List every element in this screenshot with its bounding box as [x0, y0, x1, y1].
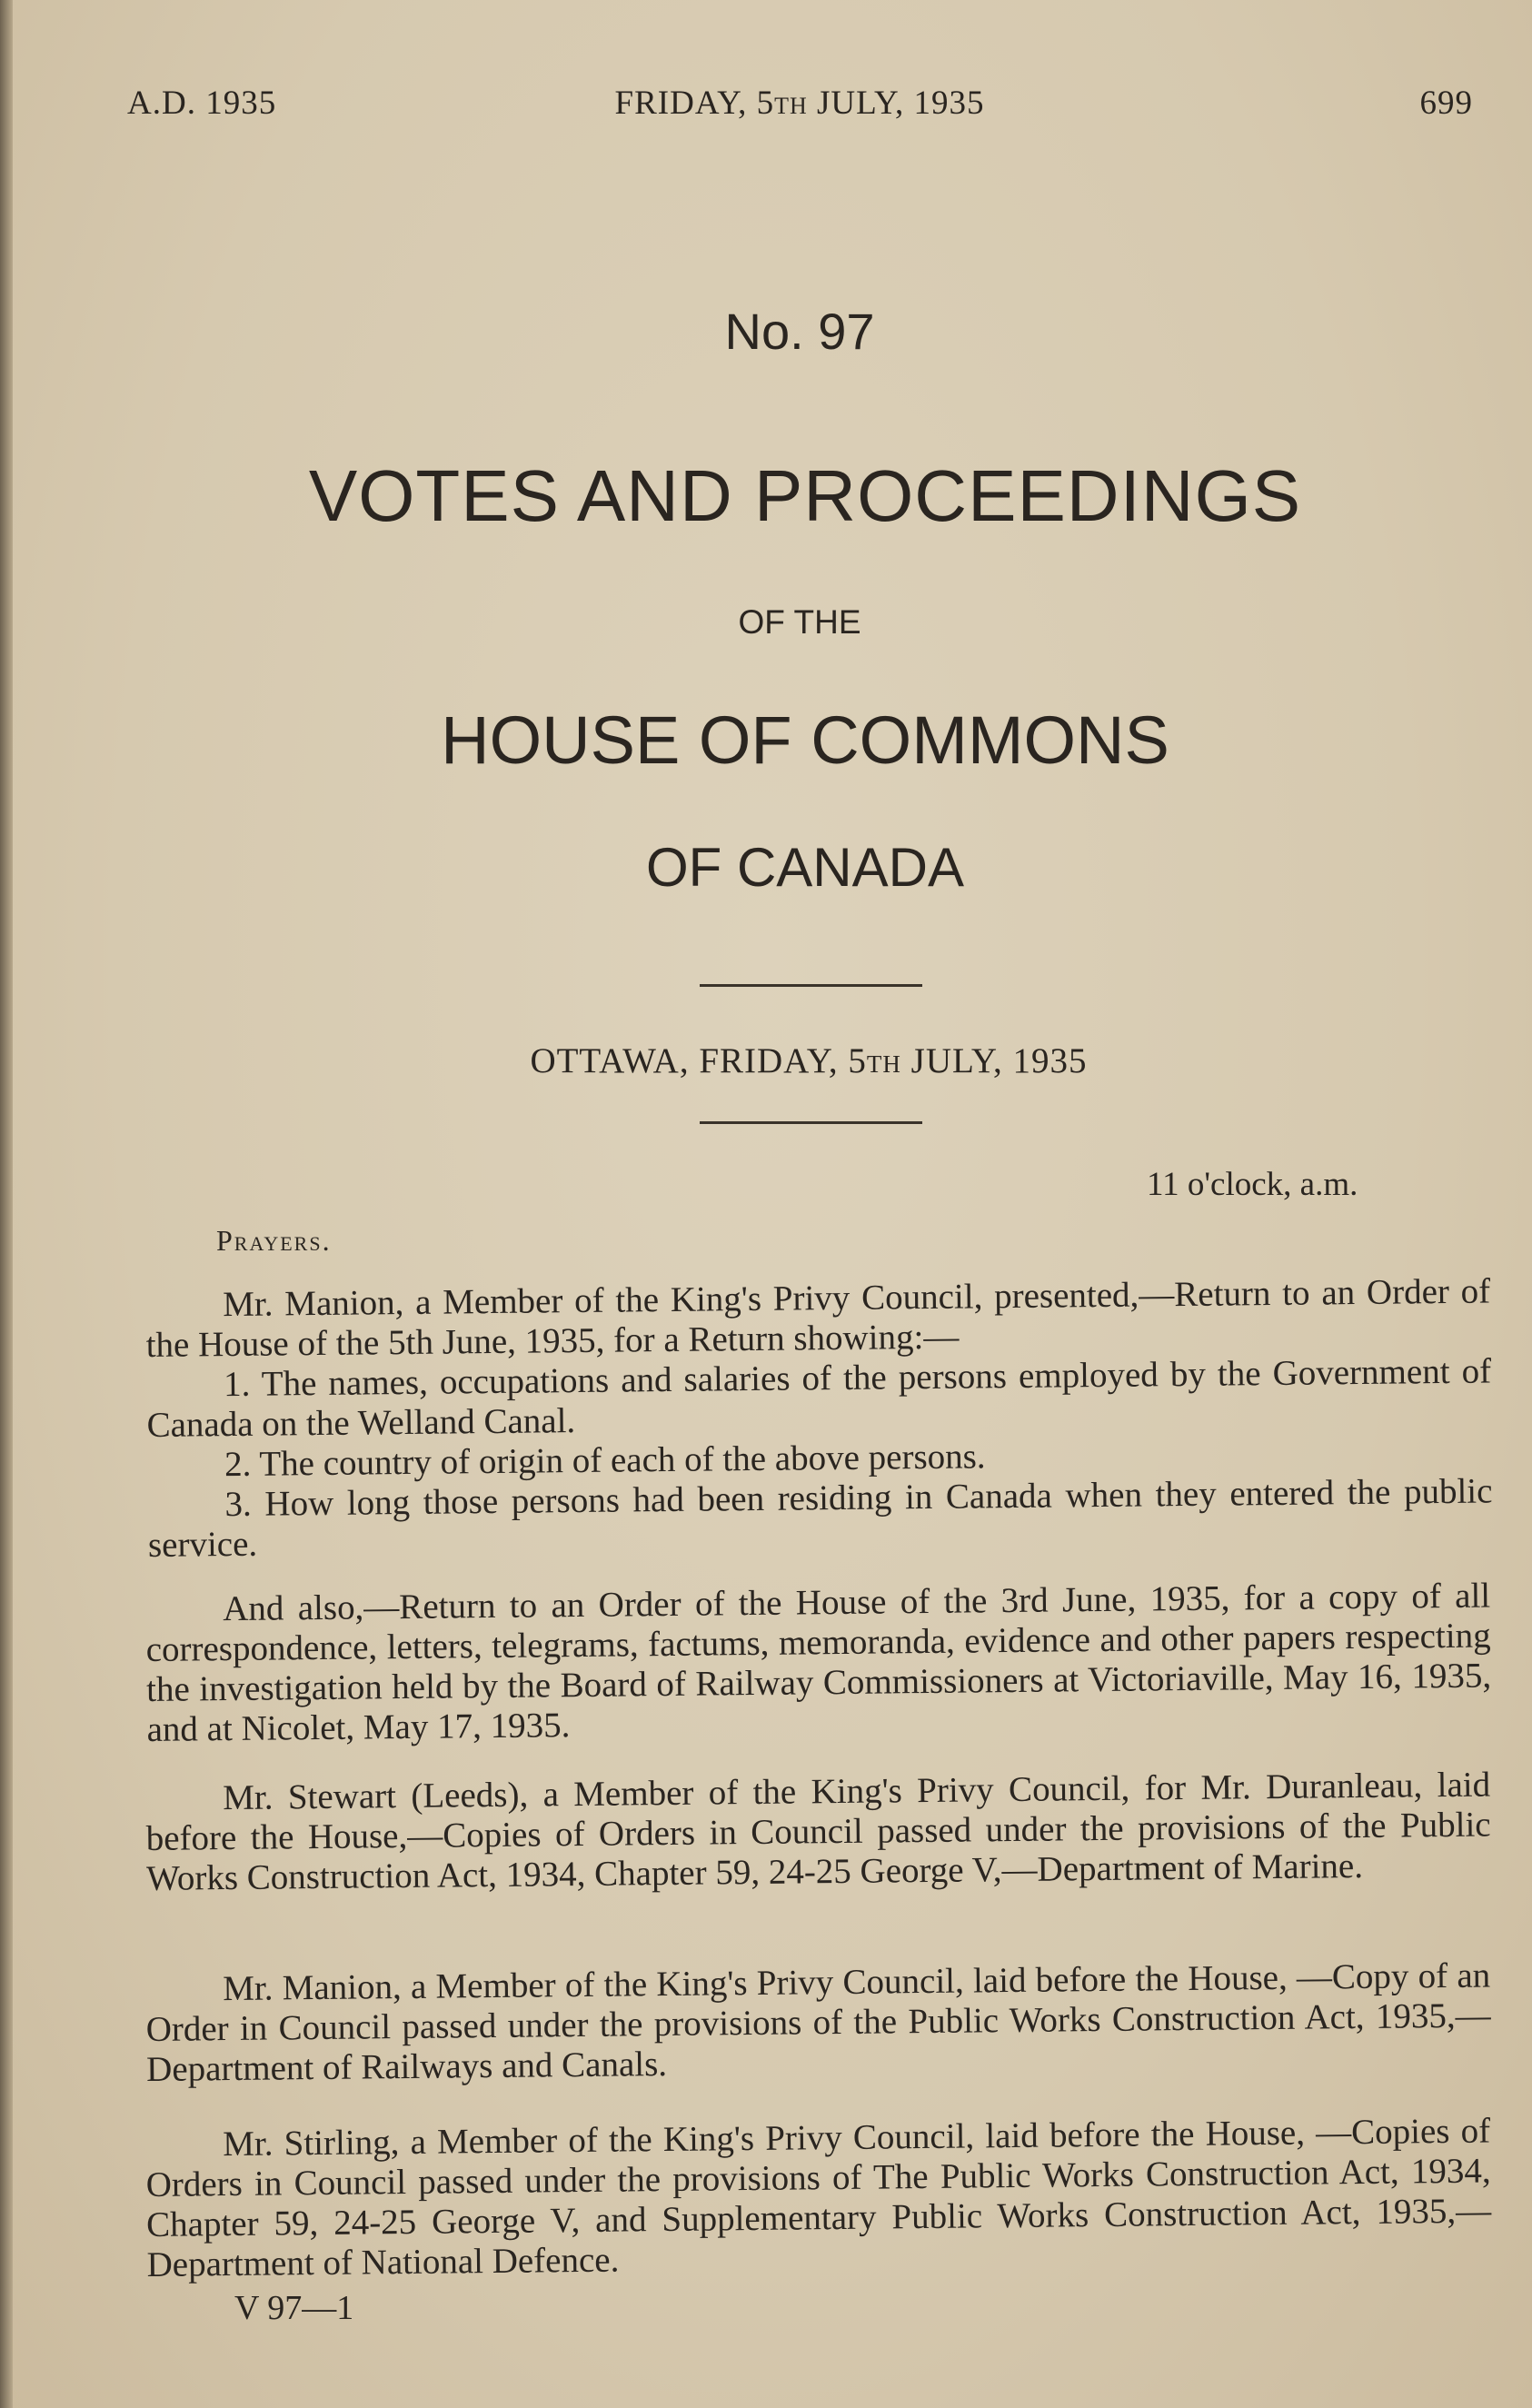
dateline-prefix: OTTAWA, FRIDAY,	[530, 1041, 849, 1080]
dateline-day: 5th	[848, 1041, 901, 1080]
manion-return-item-1: 1. The names, occupations and salaries of the persons employed by the Government of Canada on the Welland Canal.	[146, 1351, 1492, 1445]
prayers-heading: Prayers.	[216, 1224, 332, 1257]
header-date-day: 5th	[756, 85, 808, 122]
divider-bottom	[700, 1121, 922, 1124]
dateline-suffix: JULY, 1935	[900, 1041, 1088, 1080]
paragraph-and-also	[145, 1577, 1492, 1750]
and-also-text: And also,—Return to an Order of the House of the 3rd June, 1935, for a copy of all correspondence, letters, telegrams, factums, memoranda, evidence and other papers respecting the investigation held by the Board of Railway Commissioners at Victoriaville, May 16, 1935, and at Nicolet, May 17, 1935.	[145, 1576, 1492, 1749]
manion-return-intro: Mr. Manion, a Member of the King's Privy Council, presented,—Return to an Order of the House of the 5th June, 1935, for a Return showing:—	[145, 1271, 1491, 1365]
header-date-prefix: FRIDAY,	[614, 85, 757, 122]
issue-number: No. 97	[724, 303, 875, 360]
page-binding-edge	[0, 0, 13, 2408]
paragraph-stirling	[145, 2112, 1492, 2285]
manion-copy-text: Mr. Manion, a Member of the King's Privy Council, laid before the House, —Copy of an Order in Council passed under the provisions of the Public Works Construction Act, 1935,—Department of Railways and Canals.	[145, 1955, 1491, 2089]
stirling-text: Mr. Stirling, a Member of the King's Privy Council, laid before the House, —Copies of Orders in Council passed under the provisions of The Public Works Construction Act, 1934, Chapter 59, 24-25 George V, and Supplementary Public Works Construction Act, 1935,—Department of National Defence.	[145, 2111, 1492, 2284]
header-date	[0, 84, 1532, 123]
title-house-of-commons: HOUSE OF COMMONS	[441, 702, 1169, 778]
header-year: A.D. 1935	[127, 85, 277, 122]
title-votes-and-proceedings: VOTES AND PROCEEDINGS	[308, 455, 1302, 536]
signature-mark: V 97—1	[234, 2289, 354, 2327]
header-date-suffix: JULY, 1935	[807, 85, 985, 122]
stewart-text: Mr. Stewart (Leeds), a Member of the King's Privy Council, for Mr. Duranleau, laid before the House,—Copies of Orders in Council passed under the provisions of the Public Works Construction Act, 1934, Chapter 59, 24-25 George V,—Department of Marine.	[145, 1765, 1491, 1898]
manion-return-item-3: 3. How long those persons had been residing in Canada when they entered the public service.	[147, 1471, 1493, 1565]
page-number: 699	[1419, 85, 1473, 122]
divider-top	[700, 984, 922, 987]
manion-return-item-2: 2. The country of origin of each of the above persons.	[224, 1437, 986, 1485]
dateline	[0, 1040, 1532, 1081]
sitting-time: 11 o'clock, a.m.	[1147, 1166, 1358, 1203]
paragraph-stewart	[145, 1766, 1491, 1899]
paragraph-manion-copy	[145, 1956, 1491, 2090]
paragraph-manion-return	[145, 1272, 1493, 1566]
title-of-the: OF THE	[738, 603, 861, 641]
title-of-canada: OF CANADA	[645, 837, 965, 898]
